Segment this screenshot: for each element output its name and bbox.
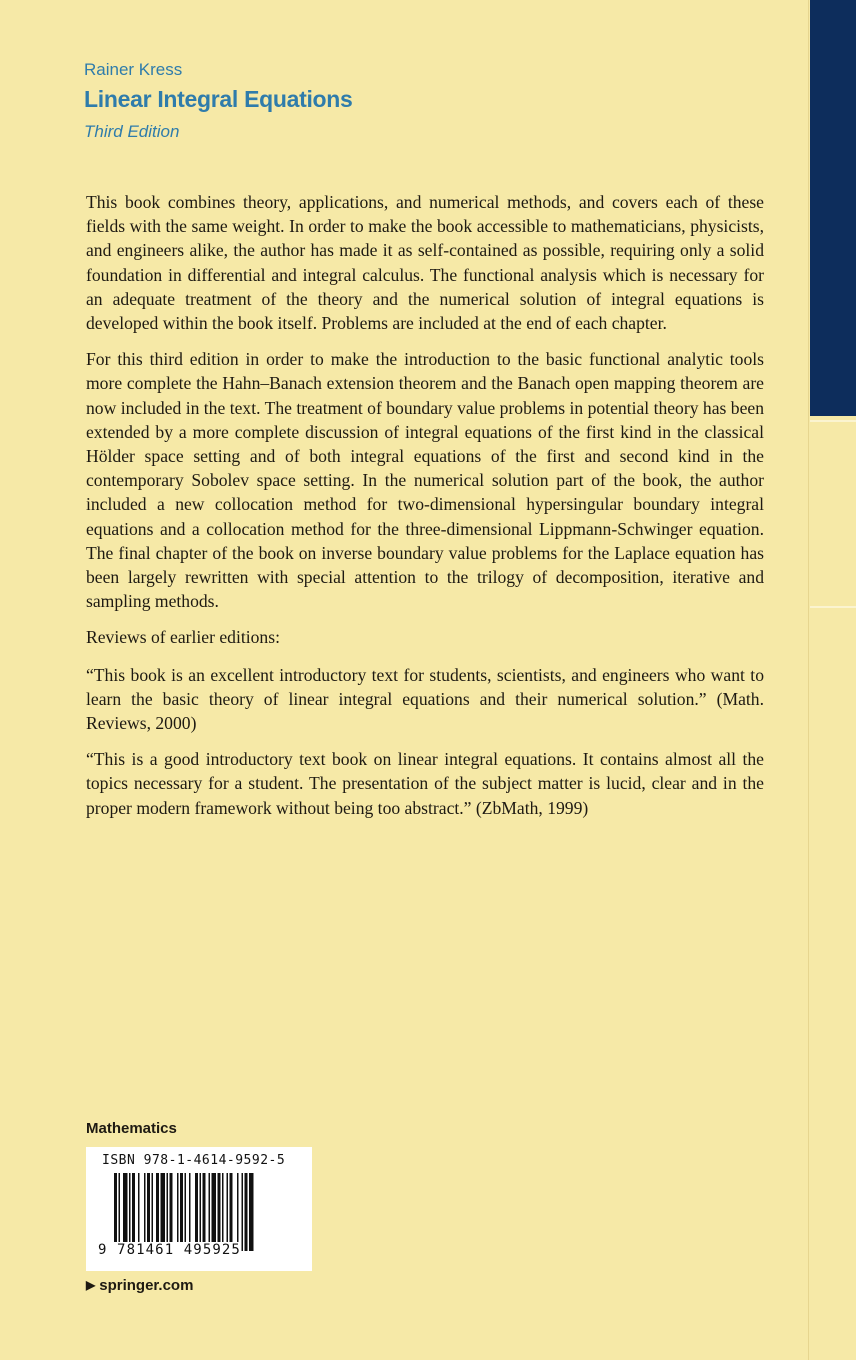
barcode-bar bbox=[144, 1173, 146, 1251]
barcode-bar bbox=[132, 1173, 135, 1251]
third-edition-paragraph: For this third edition in order to make the introduction to the basic functional analytic tools more complete the Hahn–Banach extension theorem and the Banach open mapping theorem are now included in the text. The treatment of boundary value problems in potential theory has been extended by a more complete discussion of integral equations of the first kind in the classical Hölder space setting and of both integral equations of the first and second kind in the contemporary Sobolev space setting. In the numerical solution part of the book, the author included a new collocation method for two-dimensional hypersingular boundary integral equations and a collocation method for the three-dimensional Lippmann-Schwinger equation. The final chapter of the book on inverse boundary value problems for the Laplace equation has been largely rewritten with special attention to the trilogy of decomposition, iterative and sampling methods. bbox=[86, 349, 764, 612]
barcode-bar bbox=[209, 1173, 211, 1251]
spine-fold-line bbox=[808, 0, 809, 1360]
barcode-bar bbox=[203, 1173, 206, 1251]
barcode-bar bbox=[138, 1173, 140, 1251]
isbn-barcode bbox=[86, 1147, 312, 1271]
barcode-bar bbox=[170, 1173, 173, 1251]
barcode-digits: 9 781461 495925 bbox=[98, 1242, 241, 1258]
barcode-bar bbox=[161, 1173, 166, 1251]
barcode-bar bbox=[189, 1173, 191, 1251]
reviews-heading: Reviews of earlier editions: bbox=[86, 627, 280, 648]
book-title: Linear Integral Equations bbox=[84, 86, 353, 112]
barcode-bar bbox=[156, 1173, 159, 1251]
barcode-bar bbox=[185, 1173, 187, 1251]
spine-divider bbox=[810, 606, 856, 608]
barcode-bar bbox=[195, 1173, 198, 1251]
barcode-bar bbox=[147, 1173, 150, 1251]
author-name: Rainer Kress bbox=[84, 60, 183, 79]
triangle-right-icon: ▶ bbox=[86, 1278, 96, 1292]
description-paragraph: This book combines theory, applications, and numerical methods, and covers each of these fields with the same weight. In order to make the book accessible to mathematicians, physicists, and engineers alike, the author has made it as self-contained as possible, requiring only a solid foundation in differential and integral calculus. The functional analysis which is necessary for an adequate treatment of the theory and the numerical solution of integral equations is developed within the book itself. Problems are included at the end of each chapter. bbox=[86, 192, 764, 334]
barcode-bar bbox=[177, 1173, 179, 1251]
barcode-bar bbox=[114, 1173, 117, 1251]
barcode-bar bbox=[222, 1173, 224, 1251]
edition-label: Third Edition bbox=[84, 122, 180, 141]
barcode-bar bbox=[230, 1173, 233, 1251]
barcode-bar bbox=[119, 1173, 121, 1251]
isbn-label: ISBN 978-1-4614-9592-5 bbox=[102, 1153, 286, 1168]
spine-navy-band bbox=[810, 0, 856, 416]
barcode-bar bbox=[129, 1173, 131, 1251]
review-math-reviews: “This book is an excellent introductory text for students, scientists, and engineers who want to learn the basic theory of linear integral equations and their numerical solution.” (Math. Reviews, 2000) bbox=[86, 664, 764, 734]
website-label: springer.com bbox=[99, 1277, 194, 1294]
publisher-website[interactable] bbox=[86, 1277, 193, 1294]
barcode-bar bbox=[180, 1173, 183, 1251]
barcode-bar bbox=[152, 1173, 154, 1251]
barcode-bar bbox=[200, 1173, 202, 1251]
barcode-bar bbox=[249, 1173, 254, 1251]
barcode-bar bbox=[167, 1173, 169, 1251]
barcode-bars bbox=[114, 1173, 294, 1251]
barcode-bar bbox=[237, 1173, 239, 1251]
barcode-bar bbox=[212, 1173, 217, 1251]
back-cover-text bbox=[86, 190, 764, 820]
barcode-bar bbox=[245, 1173, 248, 1251]
barcode-bar bbox=[218, 1173, 221, 1251]
subject-category: Mathematics bbox=[86, 1120, 177, 1137]
spine-light-band bbox=[810, 416, 856, 1360]
barcode-bar bbox=[123, 1173, 128, 1251]
spine-divider bbox=[810, 420, 856, 422]
barcode-bar bbox=[227, 1173, 229, 1251]
review-zbmath: “This is a good introductory text book on linear integral equations. It contains almost all the topics necessary for a student. The presentation of the subject matter is lucid, clear and in the proper modern framework without being too abstract.” (ZbMath, 1999) bbox=[86, 749, 764, 818]
barcode-bar bbox=[242, 1173, 244, 1251]
